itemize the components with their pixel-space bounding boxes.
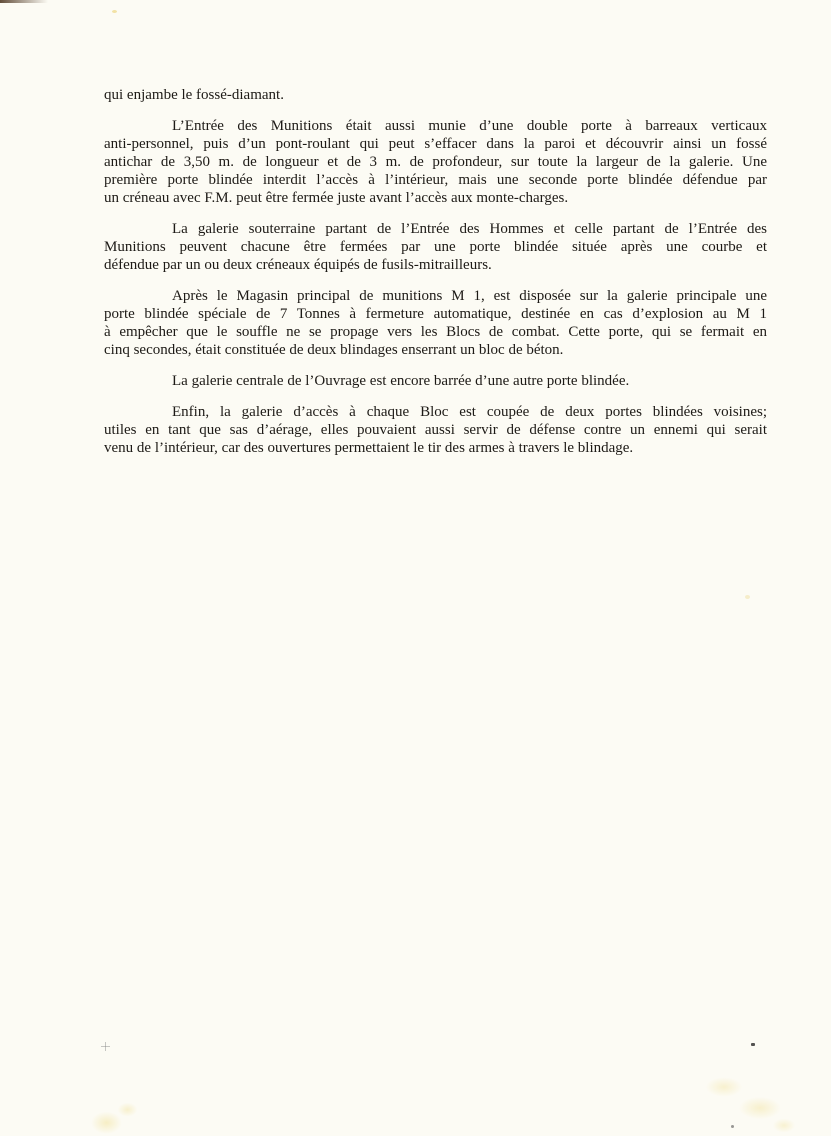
scan-artifact: [745, 595, 750, 599]
text-line: anti-personnel, puis d’un pont-roulant qui peut s’effacer dans la paroi et découvrir ainsi un fossé: [104, 136, 767, 152]
text-line: La galerie centrale de l’Ouvrage est encore barrée d’une autre porte blindée.: [172, 373, 630, 389]
text-line: utiles en tant que sas d’aérage, elles pouvaient aussi servir de défense contre un ennemi qui serait: [104, 422, 767, 438]
paragraph-galerie-centrale: [104, 372, 767, 390]
text-line: Enfin, la galerie d’accès à chaque Bloc est coupée de deux portes blindées voisines;: [172, 404, 767, 420]
text-block: [104, 86, 767, 457]
paragraph-magasin-principal: [104, 287, 767, 359]
text-line: qui enjambe le fossé-diamant.: [104, 87, 284, 103]
paragraph-galerie-acces-bloc: [104, 403, 767, 457]
text-line: venu de l’intérieur, car des ouvertures permettaient le tir des armes à travers le blindage.: [104, 440, 634, 456]
text-line: première porte blindée interdit l’accès à l’intérieur, mais une seconde porte blindée défendue par: [104, 172, 767, 188]
text-line: défendue par un ou deux créneaux équipés de fusils-mitrailleurs.: [104, 257, 492, 273]
text-line: antichar de 3,50 m. de longueur et de 3 m. de profondeur, sur toute la largeur de la galerie. Une: [104, 154, 767, 170]
paper-stain: [82, 1092, 152, 1136]
text-line: cinq secondes, était constituée de deux blindages enserrant un bloc de béton.: [104, 342, 564, 358]
text-line: Munitions peuvent chacune être fermées par une porte blindée située après une courbe et: [104, 239, 767, 255]
text-line: Après le Magasin principal de munitions M 1, est disposée sur la galerie principale une: [172, 288, 767, 304]
text-line: La galerie souterraine partant de l’Entrée des Hommes et celle partant de l’Entrée des: [172, 221, 767, 237]
paragraph-continuation: [104, 86, 767, 104]
scan-artifact: [731, 1125, 734, 1128]
scan-artifact: [112, 10, 117, 13]
text-line: à empêcher que le souffle ne se propage vers les Blocs de combat. Cette porte, qui se fermait en: [104, 324, 767, 340]
scan-artifact: [751, 1043, 755, 1046]
text-line: porte blindée spéciale de 7 Tonnes à fermeture automatique, destinée en cas d’explosion au M 1: [104, 306, 767, 322]
paragraph-entree-munitions: [104, 117, 767, 207]
text-line: L’Entrée des Munitions était aussi munie d’une double porte à barreaux verticaux: [172, 118, 767, 134]
paper-stain: [688, 1066, 808, 1136]
registration-mark: [101, 1042, 110, 1051]
text-line: un créneau avec F.M. peut être fermée juste avant l’accès aux monte-charges.: [104, 190, 569, 206]
paragraph-galerie-souterraine: [104, 220, 767, 274]
scan-edge-artifact: [0, 0, 48, 3]
